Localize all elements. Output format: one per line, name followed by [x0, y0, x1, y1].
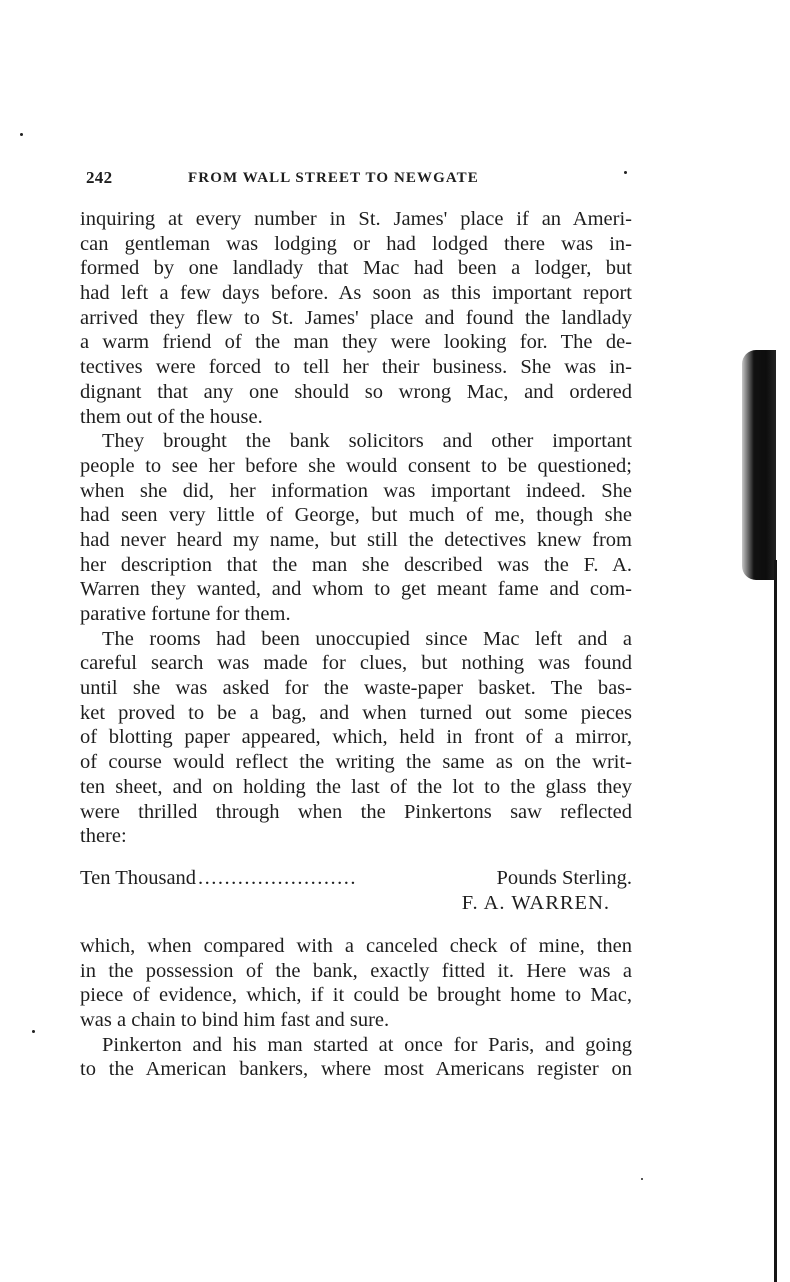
text-line: parative fortune for them.: [80, 603, 291, 625]
text-line: dignant that any one should so wrong Mac, and ordered: [80, 380, 632, 403]
text-line: careful search was made for clues, but nothing was found: [80, 652, 632, 675]
ledger-row: [80, 866, 632, 891]
text-line: ten sheet, and on holding the last of the lot to the glass they: [80, 775, 632, 798]
scan-speck: [32, 1030, 35, 1033]
signature: F. A. WARREN.: [461, 892, 610, 914]
text-line: arrived they flew to St. James' place and found the landlady: [80, 306, 632, 329]
page-header: [86, 168, 632, 192]
text-line: until she was asked for the waste-paper basket. The bas-: [80, 677, 632, 700]
ledger-leader-dots: ........................: [198, 867, 358, 889]
text-line: had seen very little of George, but much of me, though she: [80, 504, 632, 527]
text-line: people to see her before she would consent to be questioned;: [80, 454, 632, 477]
text-line: Warren they wanted, and whom to get meant fame and com-: [80, 578, 632, 601]
text-line: to the American bankers, where most Americans register on: [80, 1058, 632, 1081]
text-line: piece of evidence, which, if it could be brought home to Mac,: [80, 984, 632, 1007]
ledger-currency: Pounds Sterling.: [496, 867, 632, 889]
running-title: FROM WALL STREET TO NEWGATE: [188, 170, 479, 186]
text-line: had left a few days before. As soon as this important report: [80, 282, 632, 305]
text-line: can gentleman was lodging or had lodged there was in-: [80, 232, 632, 255]
body-text: [80, 207, 632, 849]
text-line: of course would reflect the writing the same as on the writ-: [80, 751, 632, 774]
page-number: 242: [86, 168, 113, 187]
binding-shadow: [742, 350, 776, 580]
text-line: of blotting paper appeared, which, held in front of a mirror,: [80, 726, 632, 749]
text-line: her description that the man she described was the F. A.: [80, 553, 632, 576]
text-line: They brought the bank solicitors and other important: [102, 430, 632, 453]
ledger-amount: Ten Thousand: [80, 867, 197, 889]
text-line: in the possession of the bank, exactly fitted it. Here was a: [80, 959, 632, 982]
text-line: ket proved to be a bag, and when turned out some pieces: [80, 701, 632, 724]
text-line: which, when compared with a canceled check of mine, then: [80, 935, 632, 957]
text-line: when she did, her information was important indeed. She: [80, 479, 632, 502]
text-line: was a chain to bind him fast and sure.: [80, 1009, 390, 1032]
text-line: had never heard my name, but still the detectives knew from: [80, 528, 632, 551]
blotter-reflection: [80, 866, 632, 916]
scan-speck: [20, 133, 23, 136]
text-line: formed by one landlady that Mac had been a lodger, but: [80, 257, 632, 280]
text-line: The rooms had been unoccupied since Mac left and a: [102, 627, 632, 650]
text-line: were thrilled through when the Pinkertons saw reflected: [80, 800, 632, 823]
text-line: Pinkerton and his man started at once for Paris, and going: [102, 1033, 632, 1056]
scan-speck: [641, 1178, 643, 1180]
body-text-continued: [80, 934, 632, 1082]
text-line: a warm friend of the man they were looking for. The de-: [80, 331, 632, 354]
text-line: inquiring at every number in St. James' place if an Ameri-: [80, 208, 632, 230]
text-line: tectives were forced to tell her their business. She was in-: [80, 356, 632, 379]
text-line: there:: [80, 825, 127, 848]
text-line: them out of the house.: [80, 405, 263, 428]
page-edge-line: [774, 560, 777, 1282]
scan-speck: [624, 171, 627, 174]
